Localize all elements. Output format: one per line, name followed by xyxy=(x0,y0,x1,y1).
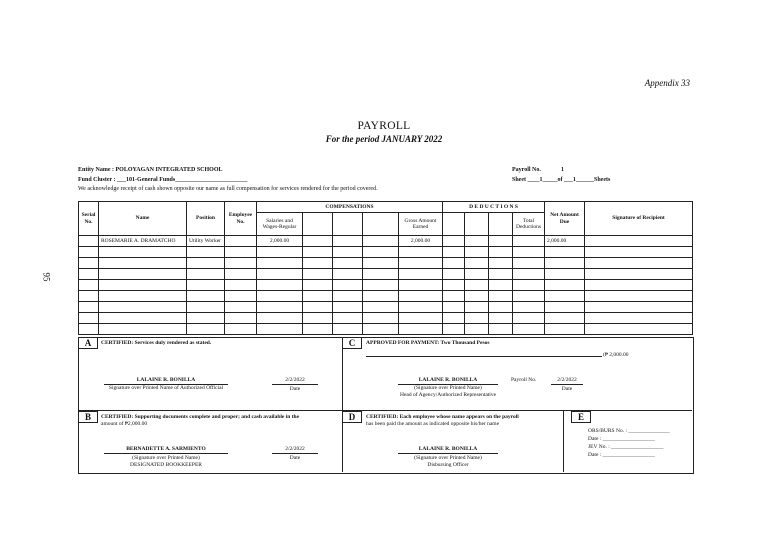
section-a-text: CERTIFIED: Services duly rendered as stated. xyxy=(101,340,212,346)
section-d-caption xyxy=(392,455,504,468)
section-c-letter: C xyxy=(342,337,362,349)
side-page-mark: 95 xyxy=(41,272,52,282)
section-d-caption-1: (Signature over Printed Name) xyxy=(414,455,482,461)
appendix-label: Appendix 33 xyxy=(644,78,690,88)
col-employee-no: Employee No. xyxy=(225,202,257,236)
divider xyxy=(342,337,343,472)
col-serial: Serial No. xyxy=(79,202,99,236)
section-b-text-1: CERTIFIED: Supporting documents complete and proper; and cash available in the xyxy=(101,414,300,420)
section-d-letter: D xyxy=(342,411,362,423)
table-row xyxy=(79,247,693,258)
table-row xyxy=(79,269,693,280)
payroll-table xyxy=(78,201,693,335)
col-blank xyxy=(489,213,513,236)
section-c-caption-1: (Signature over Printed Name) xyxy=(414,385,482,391)
signature-line xyxy=(104,453,228,454)
date-line xyxy=(551,384,583,385)
table-row xyxy=(79,258,693,269)
table-row xyxy=(79,291,693,302)
col-blank xyxy=(333,213,363,236)
col-name: Name xyxy=(99,202,187,236)
section-d-text-1: CERTIFIED: Each employee whose name appears on the payroll xyxy=(366,414,519,420)
section-e-ors: ORS/BURS No. : _______________ xyxy=(588,428,670,434)
col-gross: Gross Amount Earned xyxy=(399,213,443,236)
col-blank xyxy=(363,213,399,236)
section-b-caption-1: (Signature over Printed Name) xyxy=(132,455,200,461)
section-a-date: 2/2/2022 xyxy=(285,377,305,383)
section-c-payroll-no: Payroll No. xyxy=(511,377,537,383)
section-b-caption-2: DESIGNATED BOOKKEEPER xyxy=(130,461,202,468)
section-c-text: APPROVED FOR PAYMENT: Two Thousand Pesos xyxy=(366,340,490,346)
section-e-jev: JEV No. : ___________________ xyxy=(588,444,664,450)
col-blank xyxy=(465,213,489,236)
entity-name: Entity Name : POLOYAGAN INTEGRATED SCHOOL xyxy=(78,167,223,173)
col-net-amount: Net Amount Due xyxy=(545,202,585,236)
section-e-date-1: Date : ___________________ xyxy=(588,436,655,442)
section-d-caption-2: Disbursing Officer xyxy=(427,461,469,468)
fund-cluster: Fund Cluster : ___101-General Funds________________________ xyxy=(78,177,248,183)
section-b-signer: BERNADETTE A. SARMIENTO xyxy=(126,446,206,452)
col-total-deductions: Total Deductions xyxy=(513,213,545,236)
section-c-date: 2/2/2022 xyxy=(557,377,577,383)
section-c-caption xyxy=(392,385,504,398)
col-signature: Signature of Recipient xyxy=(585,202,693,236)
section-e-letter: E xyxy=(571,411,591,423)
table-row xyxy=(79,313,693,324)
divider xyxy=(78,410,692,411)
col-salaries: Salaries and Wages-Regular xyxy=(257,213,303,236)
section-b-letter: B xyxy=(78,411,98,423)
row-salary: 2,000.00 xyxy=(257,236,303,247)
payroll-no-label: Payroll No. xyxy=(512,167,541,173)
period-subtitle: For the period JANUARY 2022 xyxy=(325,134,443,144)
section-c-date-label: Date xyxy=(561,386,573,392)
section-e-date-2: Date : ___________________ xyxy=(588,452,655,458)
document-title: PAYROLL xyxy=(357,120,411,132)
table-row xyxy=(79,302,693,313)
section-b-text-2: amount of ₱2,000.00 xyxy=(101,421,148,427)
section-c-amount: (₱ 2,000.00 xyxy=(603,352,629,358)
payroll-no-value: 1 xyxy=(561,167,564,173)
row-name: ROSEMARIE A. DRAMATCHO xyxy=(99,236,187,247)
section-b-date-label: Date xyxy=(289,455,301,461)
row-net: 2,000.00 xyxy=(545,236,585,247)
table-row xyxy=(79,236,693,247)
col-deductions: D E D U C T I O N S xyxy=(443,202,545,213)
col-blank xyxy=(303,213,333,236)
section-c-signer: LALAINE R. BONILLA xyxy=(418,377,478,383)
section-a-signer: LALAINE R. BONILLA xyxy=(136,377,196,383)
signature-line xyxy=(398,453,498,454)
acknowledgement-text: We acknowledge receipt of cash shown opposite our name as full compensation for services rendered for the period covered. xyxy=(78,186,378,192)
section-b-caption xyxy=(98,455,234,468)
section-c-caption-2: Head of Agency/Authorized Representative xyxy=(399,391,497,398)
divider xyxy=(563,410,564,472)
header-row-groups xyxy=(79,202,693,213)
sheet-count: Sheet ____1_____of ___1______Sheets xyxy=(512,177,611,183)
section-a-letter: A xyxy=(78,337,98,349)
amount-line xyxy=(366,356,602,357)
col-blank xyxy=(443,213,465,236)
row-position: Utility Worker xyxy=(187,236,225,247)
table-row xyxy=(79,324,693,335)
table-row xyxy=(79,280,693,291)
date-line xyxy=(272,384,318,385)
section-a-caption: Signature over Printed Name of Authorized Official xyxy=(108,385,224,391)
section-b-date: 2/2/2022 xyxy=(285,446,305,452)
col-position: Position xyxy=(187,202,225,236)
section-d-text-2: has been paid the amount as indicated opposite his/her name xyxy=(366,421,500,427)
col-compensations: COMPENSATIONS xyxy=(257,202,443,213)
section-d-signer: LALAINE R. BONILLA xyxy=(418,446,478,452)
row-gross: 2,000.00 xyxy=(399,236,443,247)
date-line xyxy=(272,453,318,454)
section-a-date-label: Date xyxy=(289,386,301,392)
